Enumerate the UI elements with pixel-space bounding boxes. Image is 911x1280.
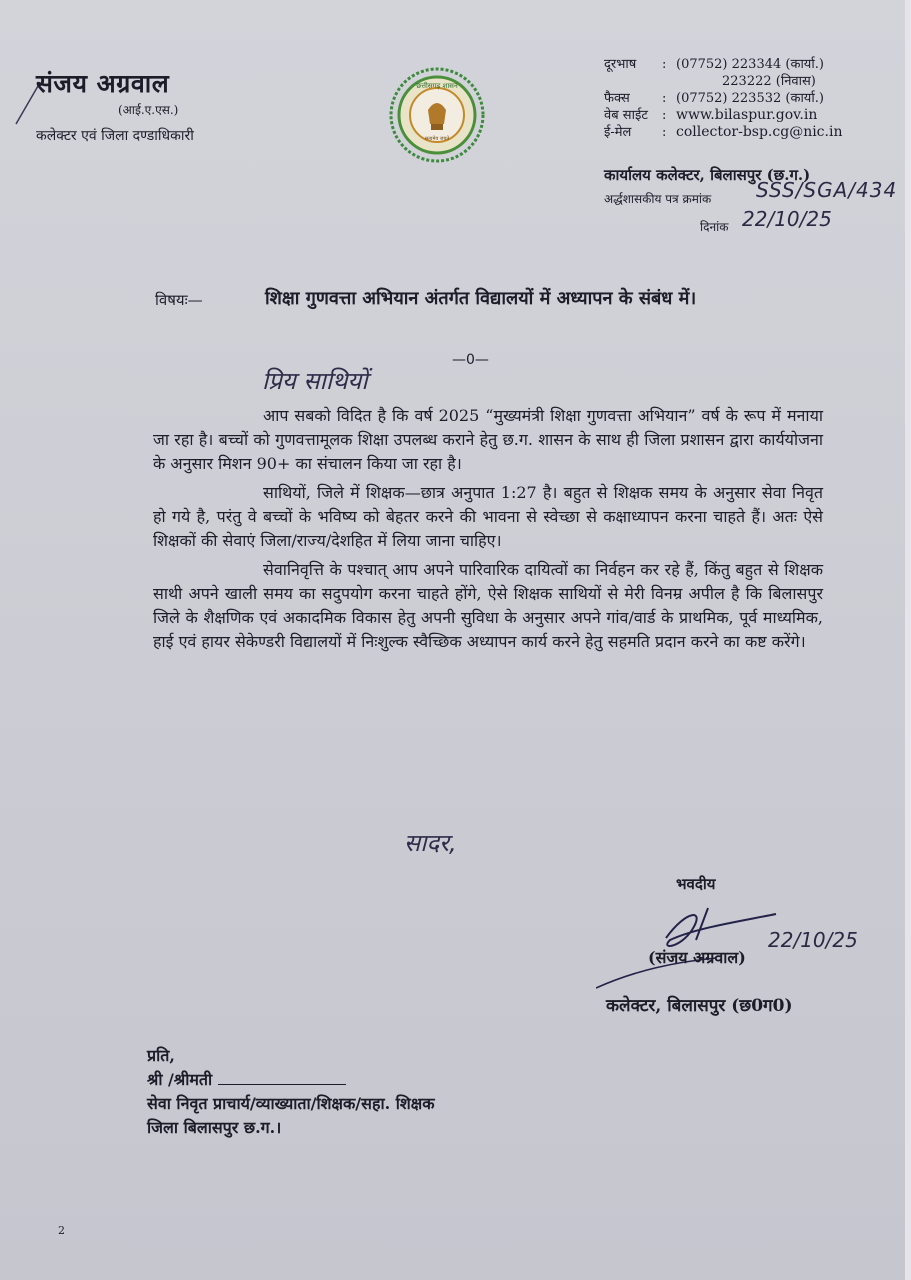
recipient-prati: प्रति, [147,1046,175,1065]
recipient-block [147,1044,435,1140]
svg-text:छत्तीसगढ़ शासन: छत्तीसगढ़ शासन [416,82,458,90]
office-name: कार्यालय कलेक्टर, बिलासपुर (छ.ग.) [604,166,811,184]
signatory-designation: कलेक्टर, बिलासपुर (छ0ग0) [606,996,793,1016]
greeting: प्रिय साथियों [262,367,368,395]
reference-label: अर्द्धशासकीय पत्र क्रमांक [604,192,712,206]
bhavdiy-label: भवदीय [676,875,716,893]
recipient-line-3: जिला बिलासपुर छ.ग.। [147,1118,282,1137]
fax-number: (07752) 223532 (कार्या.) [676,91,824,106]
officer-designation: कलेक्टर एवं जिला दण्डाधिकारी [36,128,194,144]
contact-block: दूरभाष : (07752) 223344 (कार्या.) 223222 (निवास) फैक्स : (07752) 223532 (कार्या.) वेब साईट : www.bilaspur.gov.in ई-मेल : collector-bsp.cg@nic.in [604,57,843,140]
signature-date: 22/10/25 [768,928,858,952]
government-seal-icon [388,66,486,164]
officer-qualification: (आई.ए.एस.) [118,103,179,117]
officer-name: संजय अग्रवाल [36,69,170,98]
email-address: collector-bsp.cg@nic.in [676,124,843,140]
subject-label: विषयः— [155,291,203,309]
website-label: वेब साईट [604,108,648,123]
signatory-name: (संजय अग्रवाल) [648,948,746,967]
page-edge [905,0,911,1280]
saadar-handwritten: सादर, [404,829,457,857]
date-value: 22/10/25 [742,207,832,231]
subject-text: शिक्षा गुणवत्ता अभियान अंतर्गत विद्यालयों में अध्यापन के संबंध में। [265,288,697,309]
email-label: ई-मेल [604,125,632,140]
recipient-line-1: श्री /श्रीमती [147,1068,435,1092]
footer-mark: 2 [58,1224,65,1237]
recipient-name-blank [218,1070,346,1085]
body-paragraph-1: आप सबको विदित है कि वर्ष 2025 “मुख्यमंत्री शिक्षा गुणवत्ता अभियान” वर्ष के रूप में मनाया जा रहा है। बच्चों को गुणवत्तामूलक शिक्षा उपलब्ध कराने हेतु छ.ग. शासन के साथ ही जिला प्रशासन द्वारा कार्ययोजना के अनुसार मिशन 90+ का संचालन किया जा रहा है। [153,406,823,473]
body-paragraph-2: साथियों, जिले में शिक्षक—छात्र अनुपात 1:27 है। बहुत से शिक्षक समय के अनुसार सेवा निवृत हो गये है, परंतु वे बच्चों के भविष्य को बेहतर करने की भावना से स्वेच्छा से कक्षाध्यापन करना चाहते हैं। अतः ऐसे शिक्षकों की सेवाएं जिला/राज्य/देशहित में लिया जाना चाहिए। [153,483,823,550]
date-label: दिनांक [700,220,729,234]
phone-residence: 223222 (निवास) [722,74,816,89]
body-paragraph-3: सेवानिवृत्ति के पश्चात् आप अपने पारिवारिक दायित्वों का निर्वहन कर रहे हैं, किंतु बहुत से शिक्षक साथी अपने खाली समय का सदुपयोग करना चाहते होंगे, ऐसे शिक्षक साथियों से मेरी विनम्र अपील है कि बिलासपुर जिले के शैक्षणिक एवं अकादमिक विकास हेतु अपनी सुविधा के अनुसार अपने गांव/वार्ड के प्राथमिक, पूर्व माध्यमिक, हाई एवं हायर सेकेण्डरी विद्यालयों में निःशुल्क स्वैच्छिक अध्यापन कार्य करने हेतु सहमति प्रदान करने का कष्ट करेंगे। [153,560,823,651]
fax-label: फैक्स [604,91,630,106]
phone-office: (07752) 223344 (कार्या.) [676,57,824,72]
reference-number: SSS/SGA/434 [756,178,898,202]
subject-separator: —0— [452,352,489,368]
phone-label: दूरभाष [604,57,637,72]
svg-text:सत्यमेव जयते: सत्यमेव जयते [424,136,450,142]
letter-body [153,404,823,659]
recipient-line-2: सेवा निवृत प्राचार्य/व्याख्याता/शिक्षक/सहा. शिक्षक [147,1094,435,1113]
website-link: www.bilaspur.gov.in [676,107,818,123]
